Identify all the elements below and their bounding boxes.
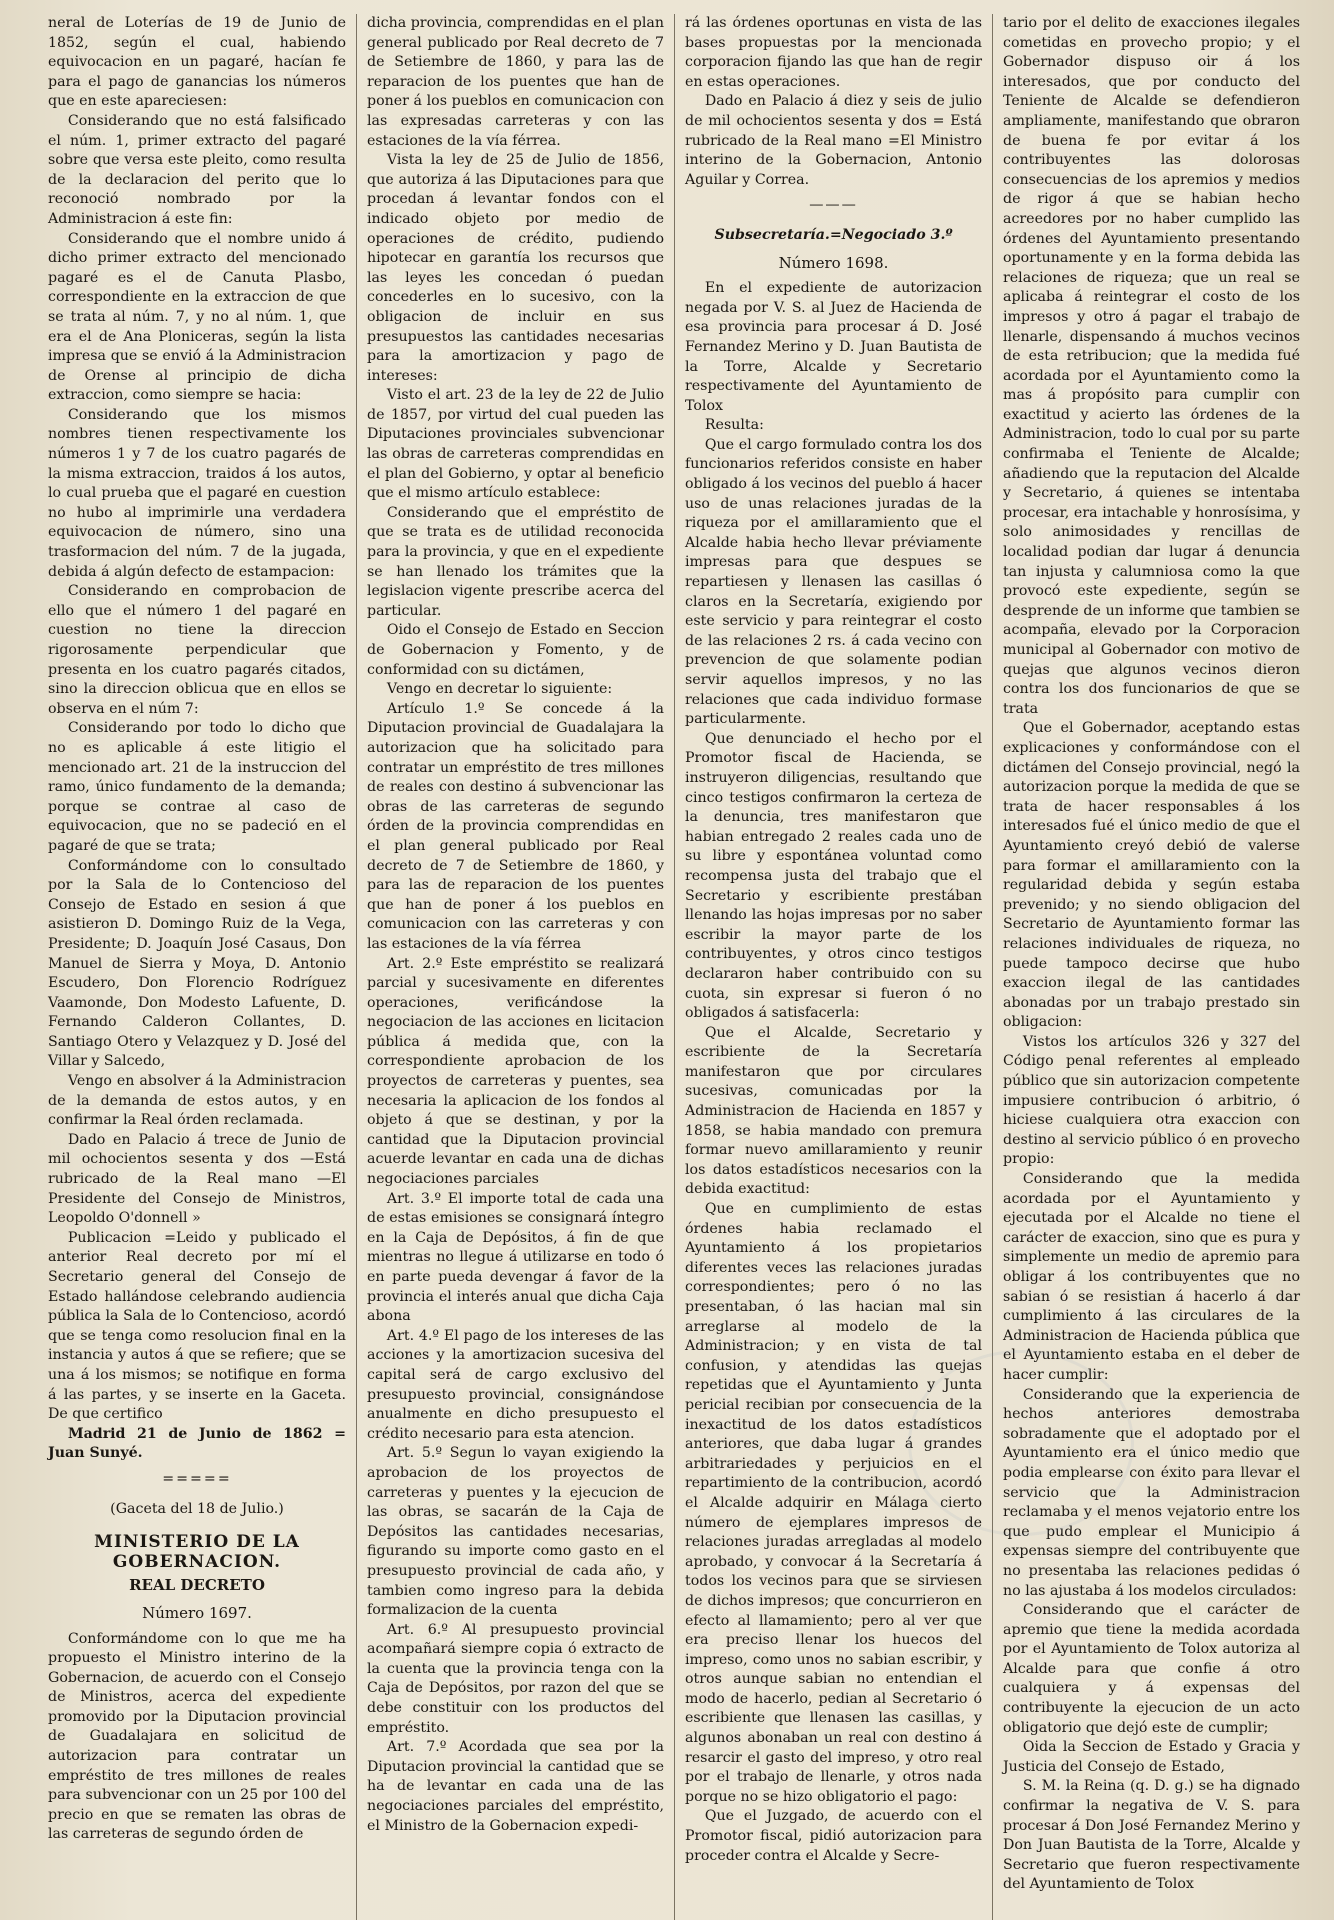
paragraph: Dado en Palacio á diez y seis de julio de mil ochocientos sesenta y dos = Está rubricado de la Real mano =El Ministro interino de la Gobernacion, Antonio Aguilar y Correa. — [685, 93, 982, 188]
column-3 — [674, 14, 992, 1920]
paragraph: dicha provincia, comprendidas en el plan general publicado por Real decreto de 7 de Setiembre de 1860, y para las de reparacion de los puentes que han de poner á los pueblos en comunicacion con las expresadas carreteras y con las estaciones de la vía férrea. — [367, 15, 664, 149]
paragraph: Considerando en comprobacion de ello que el número 1 del pagaré en cuestion no tiene la direccion rigorosamente perpendicular que presenta en los cuatro pagarés citados, sino la direccion oblicua que en ellos se observa en el núm 7: — [48, 583, 346, 717]
column-1 — [38, 14, 356, 1920]
article-7: Art. 7.º Acordada que sea por la Diputacion provincial la cantidad que se ha de levantar en cada una de las negociaciones parciales del empréstito, el Ministro de la Gobernacion expedi- — [367, 1739, 664, 1834]
article-1: Artículo 1.º Se concede á la Diputacion provincial de Guadalajara la autorizacion que ha solicitado para contratar un empréstito de tres millones de reales con destino á subvencionar las obras de las carreteras de segundo órden de la provincia comprendidas en el plan general publicado por Real decreto de 7 de Setiembre de 1860, y para las de reparacion de los puentes que han de poner á los pueblos en comunicacion con las carreteras y con las estaciones de la vía férrea — [367, 700, 664, 952]
column-2 — [356, 14, 674, 1920]
divider: ===== — [162, 1470, 232, 1487]
paragraph: rá las órdenes oportunas en vista de las bases propuestas por la mencionada corporacion fijando las que han de regir en estas operaciones. — [685, 15, 982, 90]
paragraph: Oida la Seccion de Estado y Gracia y Justicia del Consejo de Estado, — [1003, 1739, 1300, 1775]
article-4: Art. 4.º El pago de los intereses de las acciones y la amortizacion sucesiva del capital será de cargo exclusivo del presupuesto provincial, consignándose anualmente en dicho presupuesto el crédito necesario para esta atencion. — [367, 1327, 664, 1442]
paragraph: Considerando que los mismos nombres tienen respectivamente los números 1 y 7 de los cuatro pagarés de la misma extraccion, traidos á los autos, lo cual prueba que el pagaré en cuestion no hubo al imprimirle una verdadera equivocacion de número, sino una trasformacion del núm. 7 de la jugada, debida á algún defecto de estampacion: — [48, 406, 346, 580]
resulta-label: Resulta: — [704, 417, 764, 434]
paragraph: Vengo en decretar lo siguiente: — [386, 681, 613, 698]
paragraph: Que el cargo formulado contra los dos funcionarios referidos consiste en haber obligado á los vecinos del pueblo á hacer uso de unas relaciones juradas de la riqueza por el amillaramiento que el Alcalde habia hecho llevar préviamente impresas para que despues se repartiesen y llenasen las casillas ó claros en la Secretaría, exigiendo por este servicio y para reintegrar el costo de las relaciones 2 rs. á cada vecino con prevencion de que solamente podian servir aquellos impresos, y no las relaciones que cada individuo formase particularmente. — [685, 436, 982, 728]
paragraph: Publicacion =Leido y publicado el anterior Real decreto por mí el Secretario general del Consejo de Estado hallándose celebrando audiencia pública la Sala de lo Contencioso, acordó que se tenga como resolucion final en la instancia y autos á que se refiere; que se una á los mismos; se notifique en forma á las partes, y se inserte en la Gaceta. De que certifico — [48, 1229, 346, 1423]
paragraph: Considerando que la medida acordada por el Ayuntamiento y ejecutada por el Alcalde no tiene el carácter de exaccion, sino que es pura y simplemente un medio de apremio para obligar á los contribuyentes que no sabian ó se resistian á hacerlo á dar cumplimiento á las circulares de la Administracion de Hacienda pública que el Ayuntamiento estaba en el deber de hacer cumplir: — [1003, 1171, 1300, 1383]
paragraph: Considerando que el empréstito de que se trata es de utilidad reconocida para la provincia, y que en el expediente se han llenado los trámites que la legislacion vigente prescribe acerca del particular. — [367, 504, 664, 619]
divider: ——— — [809, 197, 858, 214]
paragraph: Que el Juzgado, de acuerdo con el Promotor fiscal, pidió autorizacion para proceder contra el Alcalde y Secre- — [685, 1808, 982, 1864]
paragraph: tario por el delito de exacciones ilegales cometidas en provecho propio; y el Gobernador dispuso oir á los interesados, que por conducto del Teniente de Alcalde se defendieron ampliamente, manifestando que obraron de buena fe por evitar á los contribuyentes las dolorosas consecuencias de los apremios y medios de rigor á que se habian hecho acreedores por no haber cumplido las órdenes del Ayuntamiento presentando oportunamente y en la forma debida las relaciones de riqueza; que un real se aplicaba á reintegrar el costo de los impresos y otro á pagar el trabajo de llenarle, dispensando á muchos vecinos de esta retribucion; que la medida fué acordada por el Ayuntamiento como la mas á propósito para cumplir con exactitud y acierto las órdenes de la Administracion, todo lo cual por su parte confirmaba el Teniente de Alcalde; añadiendo que la reputacion del Alcalde y Secretario, á quienes se intentaba procesar, era intachable y honrosísima, y solo animosidades y rencillas de localidad podian dar lugar á denuncia tan injusta y calumniosa como la que provocó este expediente, según se desprende de un informe que tambien se acompaña, elevado por la Corporacion municipal al Gobernador con motivo de quejas que algunos vecinos dieron contra los dos funcionarios de que se trata — [1003, 15, 1300, 717]
paragraph: Conformándome con lo consultado por la Sala de lo Contencioso del Consejo de Estado en sesion á que asistieron D. Domingo Ruiz de la Vega, Presidente; D. Joaquín José Casaus, Don Manuel de Sierra y Moya, D. Antonio Escudero, Don Florencio Rodríguez Vaamonde, Don Modesto Lafuente, D. Fernando Calderon Collantes, D. Santiago Otero y Velazquez y D. José del Villar y Salcedo, — [48, 857, 346, 1070]
paragraph: Considerando que el carácter de apremio que tiene la medida acordada por el Ayuntamiento de Tolox autoriza al Alcalde para que confie á otro cualquiera y á expensas del contribuyente la ejecucion de un acto obligatorio que dejó este de cumplir; — [1003, 1602, 1300, 1736]
paragraph: Considerando que el nombre unido á dicho primer extracto del mencionado pagaré es el de Canuta Plasbo, correspondiente en la extraccion de que se trata al núm. 7, y no al núm. 1, que era el de Ana Ploniceras, según la lista impresa que se envió á la Administracion de Orense al principio de dicha extraccion, como siempre se hacia: — [48, 230, 346, 404]
article-5: Art. 5.º Segun lo vayan exigiendo la aprobacion de los proyectos de carreteras y puentes y la ejecucion de las obras, se sacarán de la Caja de Depósitos las cantidades necesarias, figurando su importe como gasto en el presupuesto provincial de cada año, y tambien como ingreso para la debida formalizacion de la cuenta — [367, 1445, 664, 1619]
paragraph: Que el Alcalde, Secretario y escribiente de la Secretaría manifestaron que por circulares sucesivas, comunicadas por la Administracion de Hacienda en 1857 y 1858, se habia mandado con premura formar nuevo amillaramiento y reunir los datos estadísticos necesarios con la debida exactitud: — [685, 1024, 982, 1198]
signature-line: Madrid 21 de Junio de 1862 = Juan Sunyé. — [48, 1425, 346, 1462]
paragraph: neral de Loterías de 19 de Junio de 1852, según el cual, habiendo equivocacion en un pagaré, hacían fe para el pago de ganancias los números que en este apareciesen: — [48, 15, 346, 110]
decree-heading: REAL DECRETO — [129, 1576, 265, 1595]
paragraph: Oido el Consejo de Estado en Seccion de Gobernacion y Fomento, y de conformidad con su dictámen, — [367, 622, 664, 678]
decree-number: Número 1698. — [778, 253, 889, 272]
subsection-heading: Subsecretaría.=Negociado 3.º — [714, 226, 953, 243]
paragraph: Vengo en absolver á la Administracion de la demanda de estos autos, y en confirmar la Real órden reclamada. — [48, 1073, 346, 1129]
paragraph: Conformándome con lo que me ha propuesto el Ministro interino de la Gobernacion, de acuerdo con el Consejo de Ministros, acerca del expediente promovido por la Diputacion provincial de Guadalajara en solicitud de autorizacion para contratar un empréstito de tres millones de reales para subvencionar con un 25 por 100 del precio en que se rematen las obras de las carreteras de segundo órden de — [48, 1630, 346, 1843]
paragraph: Que denunciado el hecho por el Promotor fiscal de Hacienda, se instruyeron diligencias, resultando que cinco testigos confirmaron la certeza de la denuncia, tres manifestaron que habian entregado 2 reales cada uno de su libre y espontánea voluntad como recompensa justa del trabajo que el Secretario y escribiente prestában llenando las hojas impresas por no saber escribir la mayor parte de los contribuyentes, y otros cinco testigos declararon haber contribuido con su cuota, sin expresar si fueron ó no obligados á satisfacerla: — [685, 730, 982, 1022]
section-heading: MINISTERIO DE LA GOBERNACION. — [94, 1532, 300, 1572]
article-3: Art. 3.º El importe total de cada una de estas emisiones se consignará íntegro en la Caja de Depósitos, á fin de que mientras no llegue á utilizarse en todo ó en parte pueda devengar á favor de la provincia el interés anual que dicha Caja abona — [367, 1190, 664, 1325]
article-6: Art. 6.º Al presupuesto provincial acompañará siempre copia ó extracto de la cuenta que la provincia tenga con la Caja de Depósitos, por razon del que se debe constituir con los productos del empréstito. — [367, 1621, 664, 1736]
paragraph: Considerando que la experiencia de hechos anteriores demostraba sobradamente que el adoptado por el Ayuntamiento era el único medio que podia emplearse con éxito para llevar el servicio que la Administracion reclamaba y el menos vejatorio entre los que pudo emplear el Municipio á expensas siempre del contribuyente que no presentaba las relaciones pedidas ó no las ajustaba á los modelos circulados: — [1003, 1386, 1300, 1599]
paragraph: Que el Gobernador, aceptando estas explicaciones y conformándose con el dictámen del Consejo provincial, negó la autorizacion porque la medida de que se trata de hacer responsables á los interesados fué el único medio de que el Ayuntamiento creyó debió de valerse para formar el amillaramiento con la regularidad debida y según estaba prevenido; y no siendo obligacion del Secretario de Ayuntamiento formar las relaciones individuales de riqueza, no puede tampoco decirse que hubo exaccion ilegal de las cantidades abonadas por un trabajo prestado sin obligacion: — [1003, 720, 1300, 1031]
gaceta-reference: (Gaceta del 18 de Julio.) — [110, 1500, 284, 1517]
paragraph: Vista la ley de 25 de Julio de 1856, que autoriza á las Diputaciones para que procedan á levantar fondos con el indicado objeto por medio de operaciones de crédito, pudiendo hipotecar en garantía los recursos que las leyes les concedan ó puedan concederles en lo sucesivo, con la obligacion de incluir en sus presupuestos las cantidades necesarias para la amortizacion y pago de intereses: — [367, 152, 664, 384]
paragraph: Considerando que no está falsificado el núm. 1, primer extracto del pagaré sobre que versa este pleito, como resulta de la declaracion del perito que lo reconoció nombrado por la Administracion á este fin: — [48, 112, 346, 227]
column-4 — [992, 14, 1310, 1920]
faded-stamp — [908, 1350, 1134, 1536]
paragraph: Considerando por todo lo dicho que no es aplicable á este litigio el mencionado art. 21 de la instruccion del ramo, único fundamento de la demanda; porque se contrae al caso de equivocacion, que no se padeció en el pagaré de que se trata; — [48, 720, 346, 854]
paragraph: Dado en Palacio á trece de Junio de mil ochocientos sesenta y dos —Está rubricado de la Real mano —El Presidente del Consejo de Ministros, Leopoldo O'donnell » — [48, 1131, 346, 1227]
article-2: Art. 2.º Este empréstito se realizará parcial y sucesivamente en diferentes operaciones, verificándose la negociacion de las acciones en licitacion pública á medida que, con la correspondiente aprobacion de los proyectos de carreteras y puentes, sea necesaria la aplicacion de los fondos al objeto á que se destinan, y por la cantidad que la Diputacion provincial acuerde levantar en cada una de dichas negociaciones parciales — [367, 955, 664, 1188]
paragraph: Que en cumplimiento de estas órdenes habia reclamado el Ayuntamiento á los propietarios diferentes veces las relaciones juradas correspondientes; pero ó no las presentaban, ó las hacian mal sin arreglarse al modelo de la Administracion; y en vista de tal confusion, y atendidas las quejas repetidas que el Ayuntamiento y Junta pericial recibian por consecuencia de la inexactitud de los datos estadísticos anteriores, que daba lugar á grandes arbitrariedades y perjuicios en el repartimiento de la contribucion, acordó el Alcalde adquirir en Málaga cierto número de ejemplares impresos de relaciones juradas arregladas al modelo aprobado, y convocar á la Secretaría á todos los vecinos para que se sirviesen de dichos impresos; que concurrieron en efecto al llamamiento; pero al ver que era preciso llenar los huecos del impreso, como unos no sabian escribir, y otros aunque sabian no entendian el modo de hacerlo, pedian al Secretario ó escribiente que llenasen las casillas, y algunos abonaban un real con destino á resarcir el gasto del impreso, y otro real por el trabajo de llenarle, y otros nada porque no se hizo obligatorio el pago: — [685, 1201, 982, 1805]
paragraph: Visto el art. 23 de la ley de 22 de Julio de 1857, por virtud del cual pueden las Diputaciones provinciales subvencionar las obras de carreteras comprendidas en el plan del Gobierno, y optar al beneficio que el mismo artículo establece: — [367, 387, 664, 502]
decree-number: Número 1697. — [142, 1603, 252, 1622]
paragraph: En el expediente de autorizacion negada por V. S. al Juez de Hacienda de esa provincia para procesar á D. José Fernandez Merino y D. Juan Bautista de la Torre, Alcalde y Secretario respectivamente del Ayuntamiento de Tolox — [685, 280, 982, 414]
paragraph: Vistos los artículos 326 y 327 del Código penal referentes al empleado público que sin autorizacion competente impusiere contribucion ó arbitrio, ó hiciese cualquiera otra exaccion con destino al servicio público ó en provecho propio: — [1003, 1033, 1300, 1168]
paragraph: S. M. la Reina (q. D. g.) se ha dignado confirmar la negativa de V. S. para procesar á Don José Fernandez Merino y Don Juan Bautista de la Torre, Alcalde y Secretario que fueron respectivamente del Ayuntamiento de Tolox — [1003, 1778, 1300, 1893]
